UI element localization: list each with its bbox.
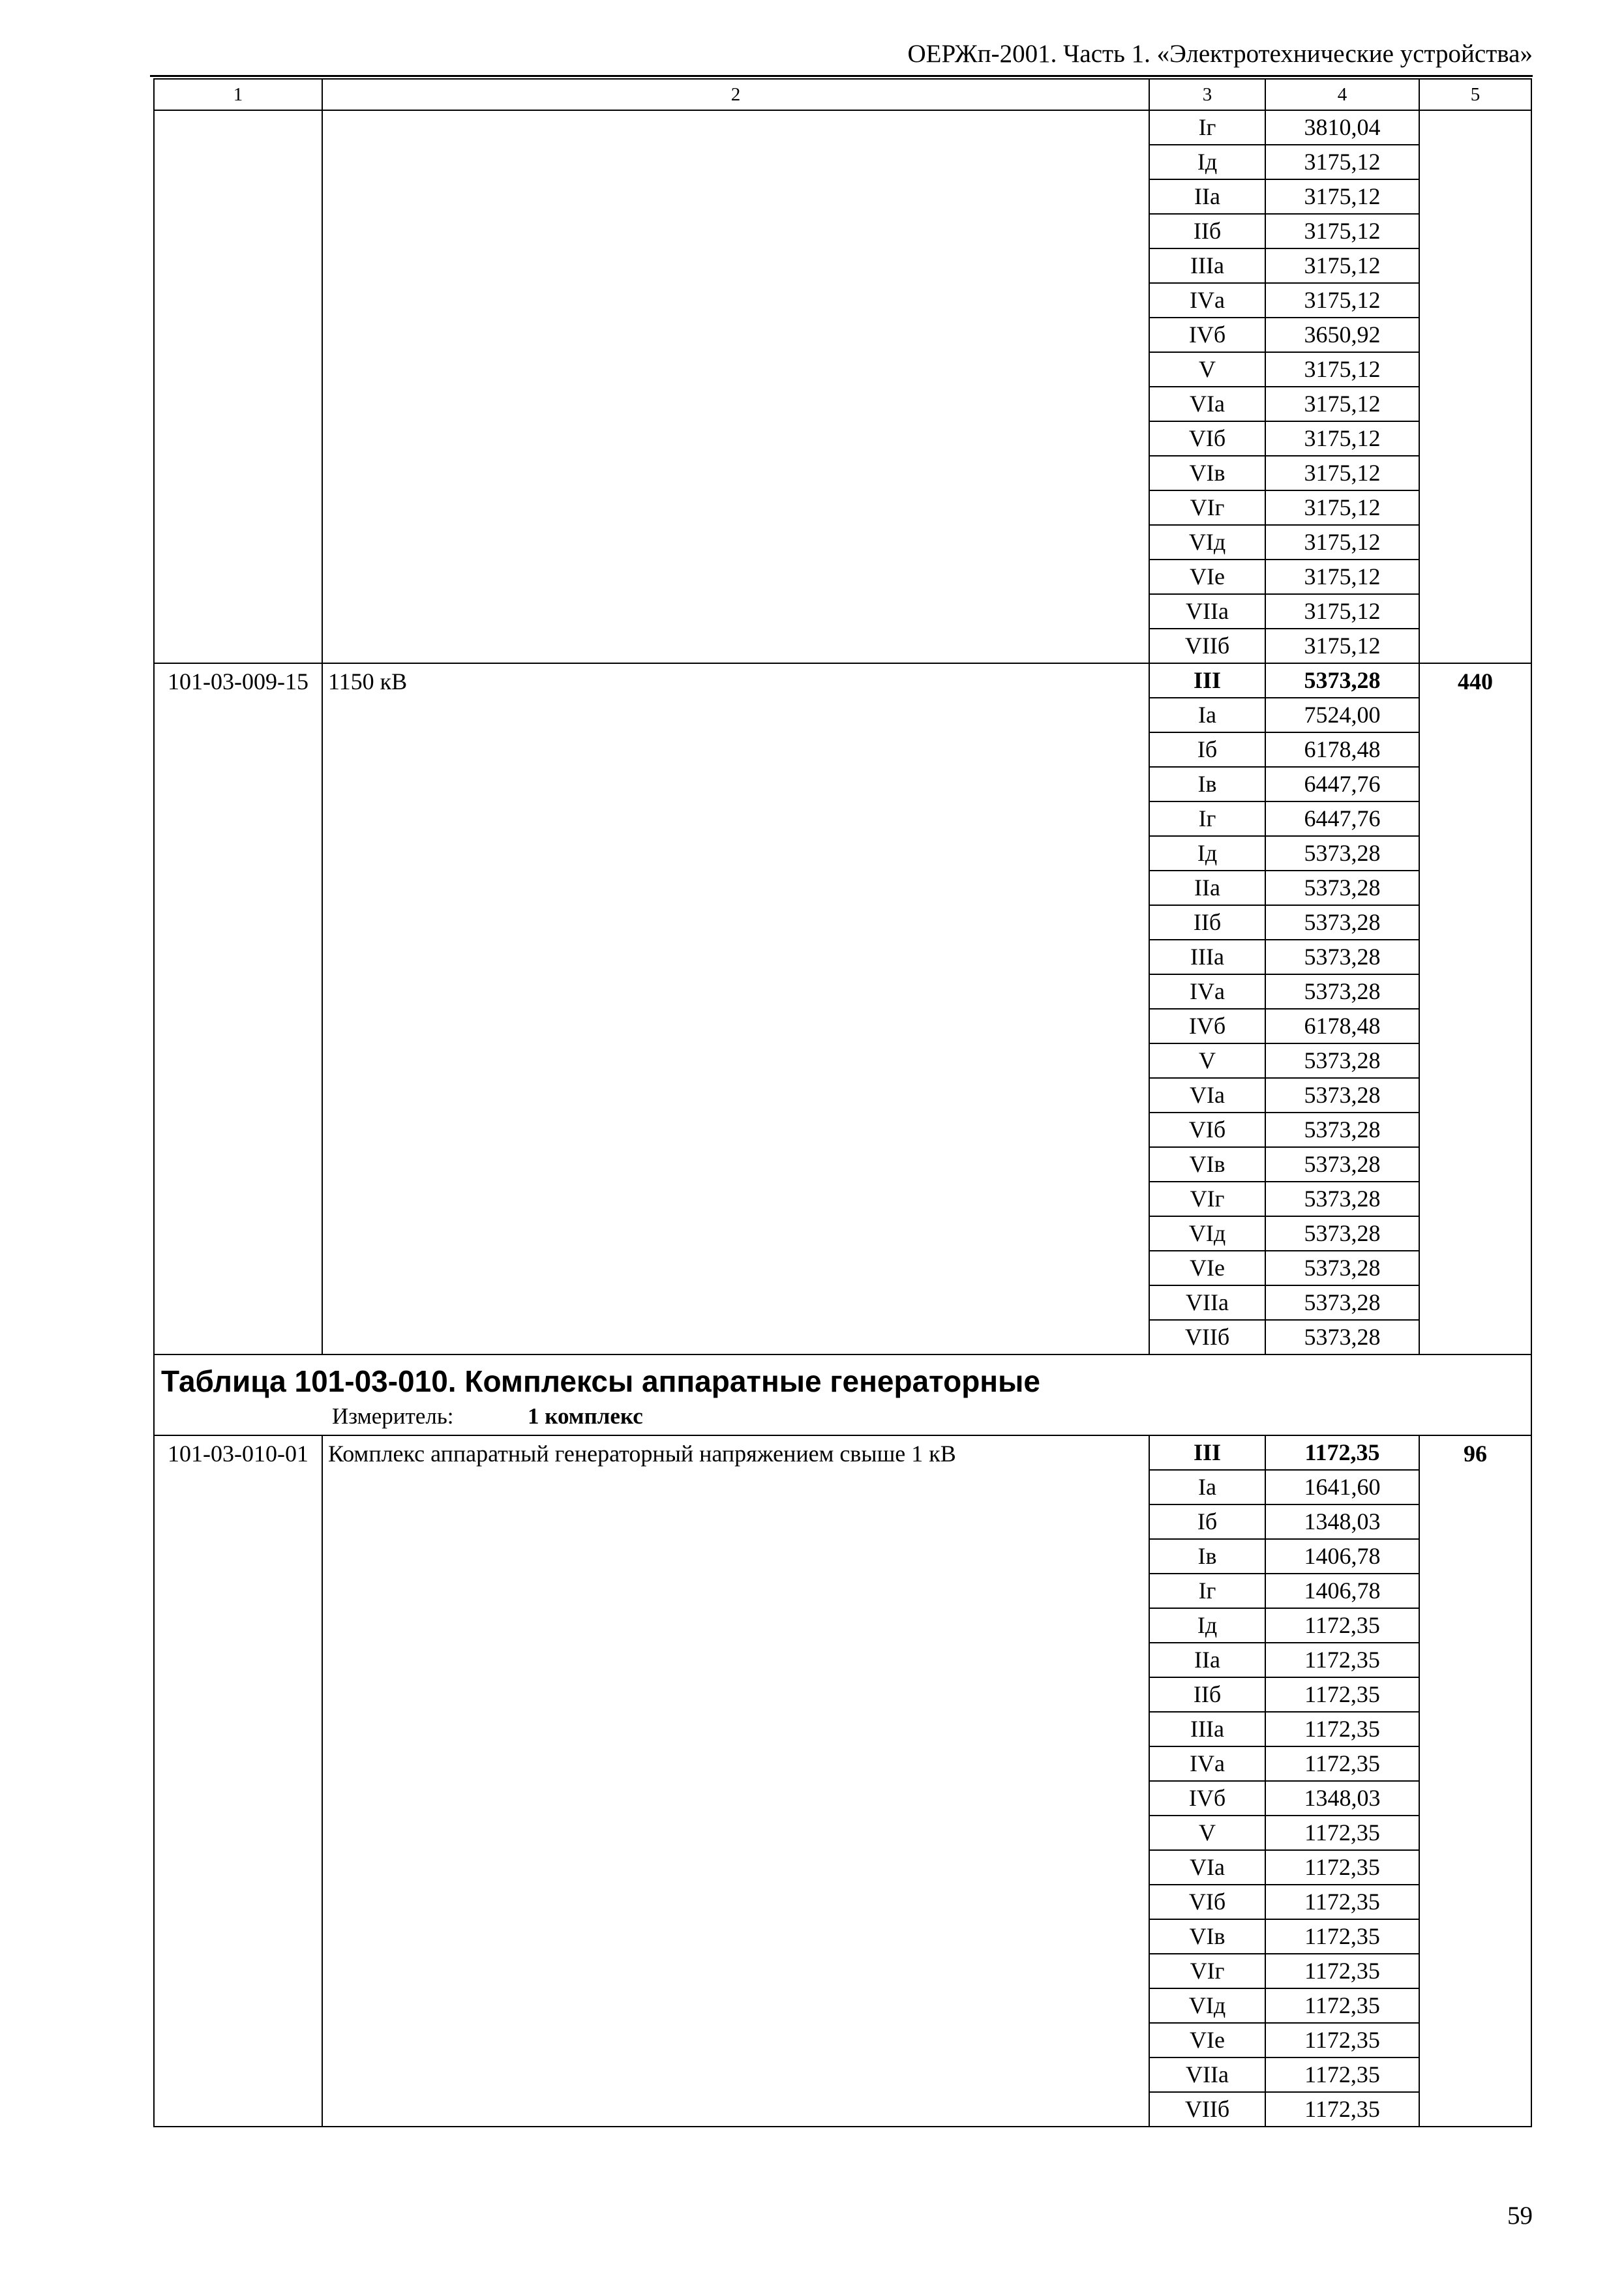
zone-cell: IVа bbox=[1149, 974, 1265, 1009]
resource-code: 101-03-009-15 bbox=[154, 663, 322, 1354]
zone-cell: IVб bbox=[1149, 1781, 1265, 1816]
price-cell: 1172,35 bbox=[1265, 1954, 1419, 1988]
quantity-cell: 440 bbox=[1419, 663, 1531, 1354]
price-cell: 3175,12 bbox=[1265, 179, 1419, 214]
resource-name bbox=[322, 110, 1149, 663]
price-cell: 3650,92 bbox=[1265, 318, 1419, 352]
price-cell: 5373,28 bbox=[1265, 1113, 1419, 1147]
zone-cell: VIIа bbox=[1149, 2057, 1265, 2092]
zone-cell: VIд bbox=[1149, 1216, 1265, 1251]
table-row bbox=[154, 1435, 1531, 1470]
price-cell: 1172,35 bbox=[1265, 1746, 1419, 1781]
table-row bbox=[154, 663, 1531, 698]
price-cell: 6178,48 bbox=[1265, 732, 1419, 767]
quantity-cell bbox=[1419, 110, 1531, 663]
column-number: 3 bbox=[1149, 79, 1265, 110]
zone-cell: Iв bbox=[1149, 767, 1265, 801]
price-cell: 5373,28 bbox=[1265, 1147, 1419, 1182]
price-cell: 1172,35 bbox=[1265, 1435, 1419, 1470]
price-cell: 3175,12 bbox=[1265, 421, 1419, 456]
column-number: 4 bbox=[1265, 79, 1419, 110]
meter-line bbox=[161, 1401, 1531, 1432]
zone-cell: VIв bbox=[1149, 1147, 1265, 1182]
meter-value: 1 комплекс bbox=[528, 1403, 643, 1429]
zone-cell: IVб bbox=[1149, 1009, 1265, 1043]
price-cell: 3175,12 bbox=[1265, 283, 1419, 318]
price-cell: 5373,28 bbox=[1265, 1078, 1419, 1113]
zone-cell: VIв bbox=[1149, 456, 1265, 490]
price-cell: 3175,12 bbox=[1265, 456, 1419, 490]
price-cell: 1172,35 bbox=[1265, 1850, 1419, 1885]
zone-cell: V bbox=[1149, 1043, 1265, 1078]
price-cell: 5373,28 bbox=[1265, 1216, 1419, 1251]
resource-name: 1150 кВ bbox=[322, 663, 1149, 1354]
price-cell: 3175,12 bbox=[1265, 594, 1419, 629]
table-row bbox=[154, 110, 1531, 145]
price-cell: 1348,03 bbox=[1265, 1504, 1419, 1539]
zone-cell: VIе bbox=[1149, 1251, 1265, 1285]
zone-cell: VIб bbox=[1149, 1885, 1265, 1919]
table-title-row bbox=[154, 1354, 1531, 1435]
column-number: 5 bbox=[1419, 79, 1531, 110]
zone-cell: VIа bbox=[1149, 1850, 1265, 1885]
zone-cell: III bbox=[1149, 663, 1265, 698]
price-cell: 1406,78 bbox=[1265, 1539, 1419, 1574]
zone-cell: V bbox=[1149, 1816, 1265, 1850]
zone-cell: Iб bbox=[1149, 732, 1265, 767]
resource-name: Комплекс аппаратный генераторный напряжением свыше 1 кВ bbox=[322, 1435, 1149, 2127]
zone-cell: VIг bbox=[1149, 490, 1265, 525]
price-cell: 5373,28 bbox=[1265, 663, 1419, 698]
column-number-row bbox=[154, 79, 1531, 110]
zone-cell: VIд bbox=[1149, 525, 1265, 560]
zone-cell: IIIа bbox=[1149, 1712, 1265, 1746]
zone-cell: IVб bbox=[1149, 318, 1265, 352]
zone-cell: VIа bbox=[1149, 387, 1265, 421]
column-number: 2 bbox=[322, 79, 1149, 110]
zone-cell: IIб bbox=[1149, 1677, 1265, 1712]
zone-cell: VIIа bbox=[1149, 1285, 1265, 1320]
zone-cell: III bbox=[1149, 1435, 1265, 1470]
price-cell: 5373,28 bbox=[1265, 1251, 1419, 1285]
zone-cell: VIб bbox=[1149, 1113, 1265, 1147]
price-cell: 3175,12 bbox=[1265, 214, 1419, 248]
price-cell: 5373,28 bbox=[1265, 836, 1419, 871]
resource-code: 101-03-010-01 bbox=[154, 1435, 322, 2127]
price-cell: 5373,28 bbox=[1265, 1320, 1419, 1354]
zone-cell: Iд bbox=[1149, 836, 1265, 871]
price-cell: 7524,00 bbox=[1265, 698, 1419, 732]
zone-cell: IIа bbox=[1149, 179, 1265, 214]
zone-cell: IVа bbox=[1149, 283, 1265, 318]
zone-cell: IIIа bbox=[1149, 940, 1265, 974]
price-cell: 3175,12 bbox=[1265, 145, 1419, 179]
zone-cell: VIе bbox=[1149, 560, 1265, 594]
price-cell: 3175,12 bbox=[1265, 629, 1419, 663]
zone-cell: VIIб bbox=[1149, 2092, 1265, 2127]
price-cell: 5373,28 bbox=[1265, 871, 1419, 905]
price-cell: 3810,04 bbox=[1265, 110, 1419, 145]
zone-cell: VIг bbox=[1149, 1182, 1265, 1216]
zone-cell: VIIб bbox=[1149, 1320, 1265, 1354]
resource-code bbox=[154, 110, 322, 663]
zone-cell: VIг bbox=[1149, 1954, 1265, 1988]
price-cell: 6178,48 bbox=[1265, 1009, 1419, 1043]
price-cell: 1172,35 bbox=[1265, 1608, 1419, 1643]
price-cell: 3175,12 bbox=[1265, 387, 1419, 421]
price-cell: 3175,12 bbox=[1265, 248, 1419, 283]
price-cell: 1172,35 bbox=[1265, 1919, 1419, 1954]
quantity-cell: 96 bbox=[1419, 1435, 1531, 2127]
price-cell: 1172,35 bbox=[1265, 2092, 1419, 2127]
zone-cell: IIб bbox=[1149, 905, 1265, 940]
zone-cell: VIIб bbox=[1149, 629, 1265, 663]
price-cell: 3175,12 bbox=[1265, 560, 1419, 594]
price-cell: 3175,12 bbox=[1265, 352, 1419, 387]
price-cell: 1172,35 bbox=[1265, 1885, 1419, 1919]
table-title: Таблица 101-03-010. Комплексы аппаратные генераторные bbox=[161, 1364, 1040, 1398]
zone-cell: Iв bbox=[1149, 1539, 1265, 1574]
price-cell: 5373,28 bbox=[1265, 1043, 1419, 1078]
price-cell: 1348,03 bbox=[1265, 1781, 1419, 1816]
zone-cell: VIд bbox=[1149, 1988, 1265, 2023]
price-table bbox=[153, 78, 1532, 2127]
zone-cell: VIв bbox=[1149, 1919, 1265, 1954]
price-cell: 6447,76 bbox=[1265, 801, 1419, 836]
zone-cell: VIб bbox=[1149, 421, 1265, 456]
page-number: 59 bbox=[1507, 2202, 1533, 2230]
zone-cell: Iа bbox=[1149, 1470, 1265, 1504]
zone-cell: IIб bbox=[1149, 214, 1265, 248]
page-header: ОЕРЖп-2001. Часть 1. «Электротехнические устройства» bbox=[907, 40, 1533, 68]
zone-cell: Iд bbox=[1149, 1608, 1265, 1643]
zone-cell: IVа bbox=[1149, 1746, 1265, 1781]
table-title-cell bbox=[154, 1354, 1531, 1435]
zone-cell: Iг bbox=[1149, 110, 1265, 145]
zone-cell: Iг bbox=[1149, 801, 1265, 836]
price-cell: 1172,35 bbox=[1265, 2057, 1419, 2092]
zone-cell: IIа bbox=[1149, 1643, 1265, 1677]
price-cell: 1406,78 bbox=[1265, 1574, 1419, 1608]
price-cell: 1172,35 bbox=[1265, 1712, 1419, 1746]
price-cell: 1172,35 bbox=[1265, 1643, 1419, 1677]
price-cell: 6447,76 bbox=[1265, 767, 1419, 801]
zone-cell: Iг bbox=[1149, 1574, 1265, 1608]
header-rule bbox=[150, 75, 1533, 77]
zone-cell: IIа bbox=[1149, 871, 1265, 905]
price-cell: 3175,12 bbox=[1265, 490, 1419, 525]
price-cell: 1172,35 bbox=[1265, 2023, 1419, 2057]
price-cell: 1172,35 bbox=[1265, 1677, 1419, 1712]
zone-cell: VIа bbox=[1149, 1078, 1265, 1113]
price-cell: 5373,28 bbox=[1265, 905, 1419, 940]
zone-cell: IIIа bbox=[1149, 248, 1265, 283]
meter-label: Измеритель: bbox=[332, 1403, 454, 1429]
zone-cell: Iб bbox=[1149, 1504, 1265, 1539]
price-cell: 1172,35 bbox=[1265, 1816, 1419, 1850]
price-cell: 5373,28 bbox=[1265, 1285, 1419, 1320]
price-cell: 1172,35 bbox=[1265, 1988, 1419, 2023]
zone-cell: VIе bbox=[1149, 2023, 1265, 2057]
price-cell: 1641,60 bbox=[1265, 1470, 1419, 1504]
column-number: 1 bbox=[154, 79, 322, 110]
zone-cell: Iа bbox=[1149, 698, 1265, 732]
zone-cell: V bbox=[1149, 352, 1265, 387]
price-cell: 5373,28 bbox=[1265, 1182, 1419, 1216]
price-cell: 3175,12 bbox=[1265, 525, 1419, 560]
zone-cell: Iд bbox=[1149, 145, 1265, 179]
price-cell: 5373,28 bbox=[1265, 940, 1419, 974]
zone-cell: VIIа bbox=[1149, 594, 1265, 629]
price-cell: 5373,28 bbox=[1265, 974, 1419, 1009]
